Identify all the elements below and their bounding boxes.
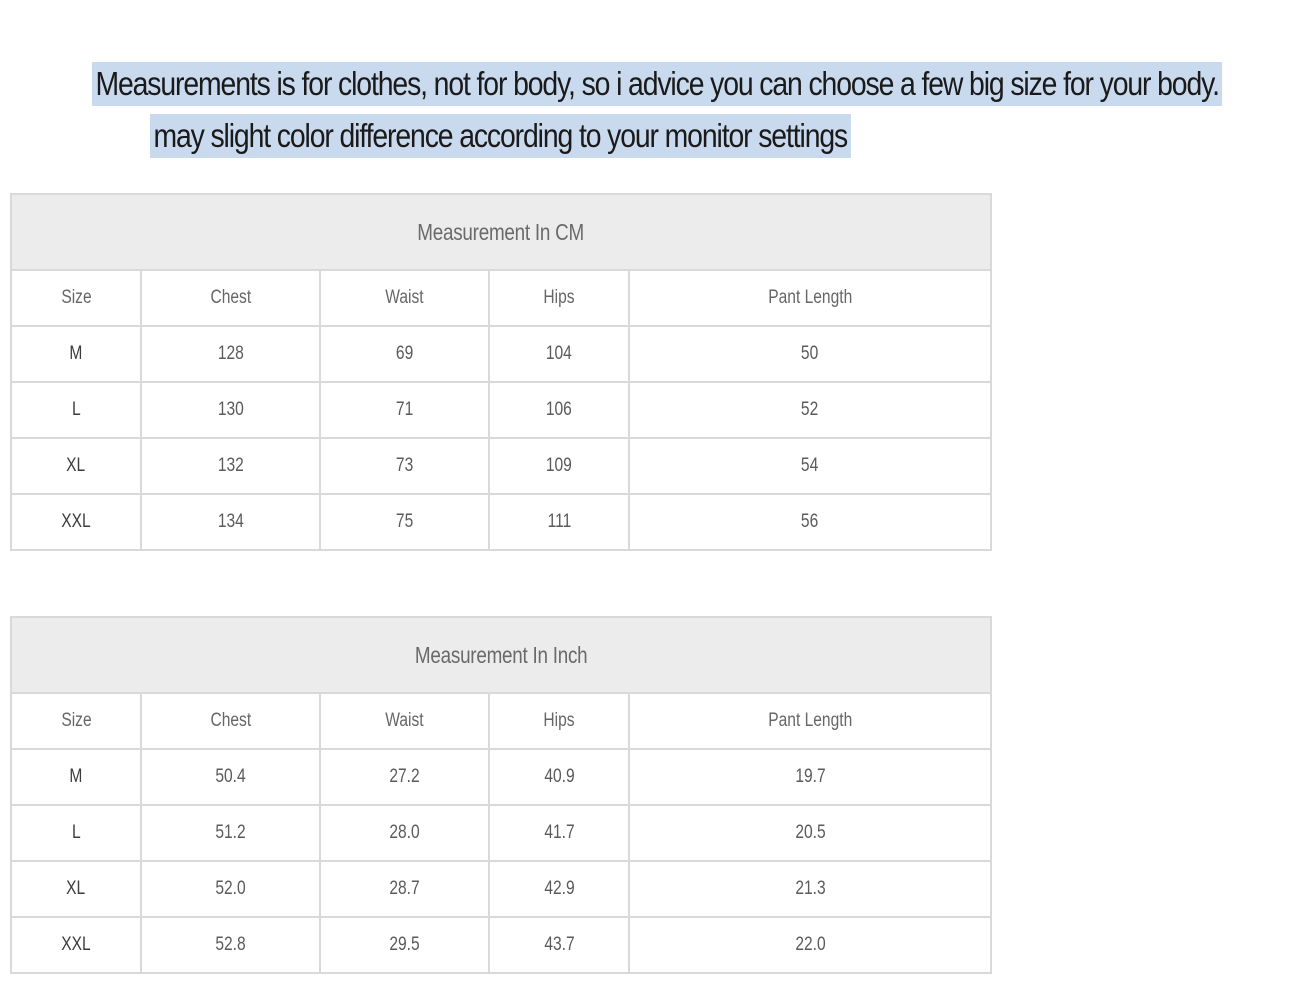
waist-cell: 27.2 bbox=[320, 749, 489, 805]
column-header-pant-length: Pant Length bbox=[629, 693, 991, 749]
size-cell: L bbox=[11, 805, 141, 861]
size-cell: XXL bbox=[11, 494, 141, 550]
chest-cell: 50.4 bbox=[141, 749, 320, 805]
table-header-row bbox=[11, 270, 991, 326]
table-title: Measurement In CM bbox=[11, 194, 991, 270]
table-row bbox=[11, 494, 991, 550]
column-header-size: Size bbox=[11, 693, 141, 749]
hips-cell: 104 bbox=[489, 326, 629, 382]
hips-cell: 111 bbox=[489, 494, 629, 550]
chest-cell: 132 bbox=[141, 438, 320, 494]
table-title: Measurement In Inch bbox=[11, 617, 991, 693]
table-title-row bbox=[11, 617, 991, 693]
size-cell: L bbox=[11, 382, 141, 438]
size-cell: XXL bbox=[11, 917, 141, 973]
pant-length-cell: 52 bbox=[629, 382, 991, 438]
table-row bbox=[11, 438, 991, 494]
waist-cell: 75 bbox=[320, 494, 489, 550]
pant-length-cell: 22.0 bbox=[629, 917, 991, 973]
chest-cell: 51.2 bbox=[141, 805, 320, 861]
notice-row-2 bbox=[0, 114, 1000, 164]
notice-block bbox=[0, 62, 1219, 164]
waist-cell: 71 bbox=[320, 382, 489, 438]
column-header-chest: Chest bbox=[141, 693, 320, 749]
waist-cell: 28.0 bbox=[320, 805, 489, 861]
waist-cell: 29.5 bbox=[320, 917, 489, 973]
table-row bbox=[11, 382, 991, 438]
table-row bbox=[11, 805, 991, 861]
waist-cell: 69 bbox=[320, 326, 489, 382]
notice-row-1 bbox=[0, 62, 1219, 114]
column-header-waist: Waist bbox=[320, 270, 489, 326]
table-header-row bbox=[11, 693, 991, 749]
column-header-chest: Chest bbox=[141, 270, 320, 326]
column-header-pant-length: Pant Length bbox=[629, 270, 991, 326]
size-cell: XL bbox=[11, 438, 141, 494]
measurement-cm-table bbox=[10, 193, 992, 551]
pant-length-cell: 20.5 bbox=[629, 805, 991, 861]
hips-cell: 41.7 bbox=[489, 805, 629, 861]
hips-cell: 106 bbox=[489, 382, 629, 438]
column-header-hips: Hips bbox=[489, 270, 629, 326]
column-header-waist: Waist bbox=[320, 693, 489, 749]
table-row bbox=[11, 749, 991, 805]
pant-length-cell: 54 bbox=[629, 438, 991, 494]
hips-cell: 40.9 bbox=[489, 749, 629, 805]
notice-line-2: may slight color difference according to your monitor settings bbox=[150, 114, 851, 158]
size-cell: M bbox=[11, 326, 141, 382]
hips-cell: 43.7 bbox=[489, 917, 629, 973]
notice-line-1: Measurements is for clothes, not for body, so i advice you can choose a few big size for your body. bbox=[92, 62, 1222, 106]
chest-cell: 130 bbox=[141, 382, 320, 438]
measurement-inch-table bbox=[10, 616, 992, 974]
chest-cell: 128 bbox=[141, 326, 320, 382]
pant-length-cell: 56 bbox=[629, 494, 991, 550]
chest-cell: 52.0 bbox=[141, 861, 320, 917]
hips-cell: 42.9 bbox=[489, 861, 629, 917]
pant-length-cell: 21.3 bbox=[629, 861, 991, 917]
pant-length-cell: 19.7 bbox=[629, 749, 991, 805]
waist-cell: 73 bbox=[320, 438, 489, 494]
pant-length-cell: 50 bbox=[629, 326, 991, 382]
table-row bbox=[11, 326, 991, 382]
table-row bbox=[11, 917, 991, 973]
column-header-size: Size bbox=[11, 270, 141, 326]
size-cell: M bbox=[11, 749, 141, 805]
table-title-row bbox=[11, 194, 991, 270]
chest-cell: 52.8 bbox=[141, 917, 320, 973]
waist-cell: 28.7 bbox=[320, 861, 489, 917]
chest-cell: 134 bbox=[141, 494, 320, 550]
size-cell: XL bbox=[11, 861, 141, 917]
column-header-hips: Hips bbox=[489, 693, 629, 749]
table-row bbox=[11, 861, 991, 917]
hips-cell: 109 bbox=[489, 438, 629, 494]
